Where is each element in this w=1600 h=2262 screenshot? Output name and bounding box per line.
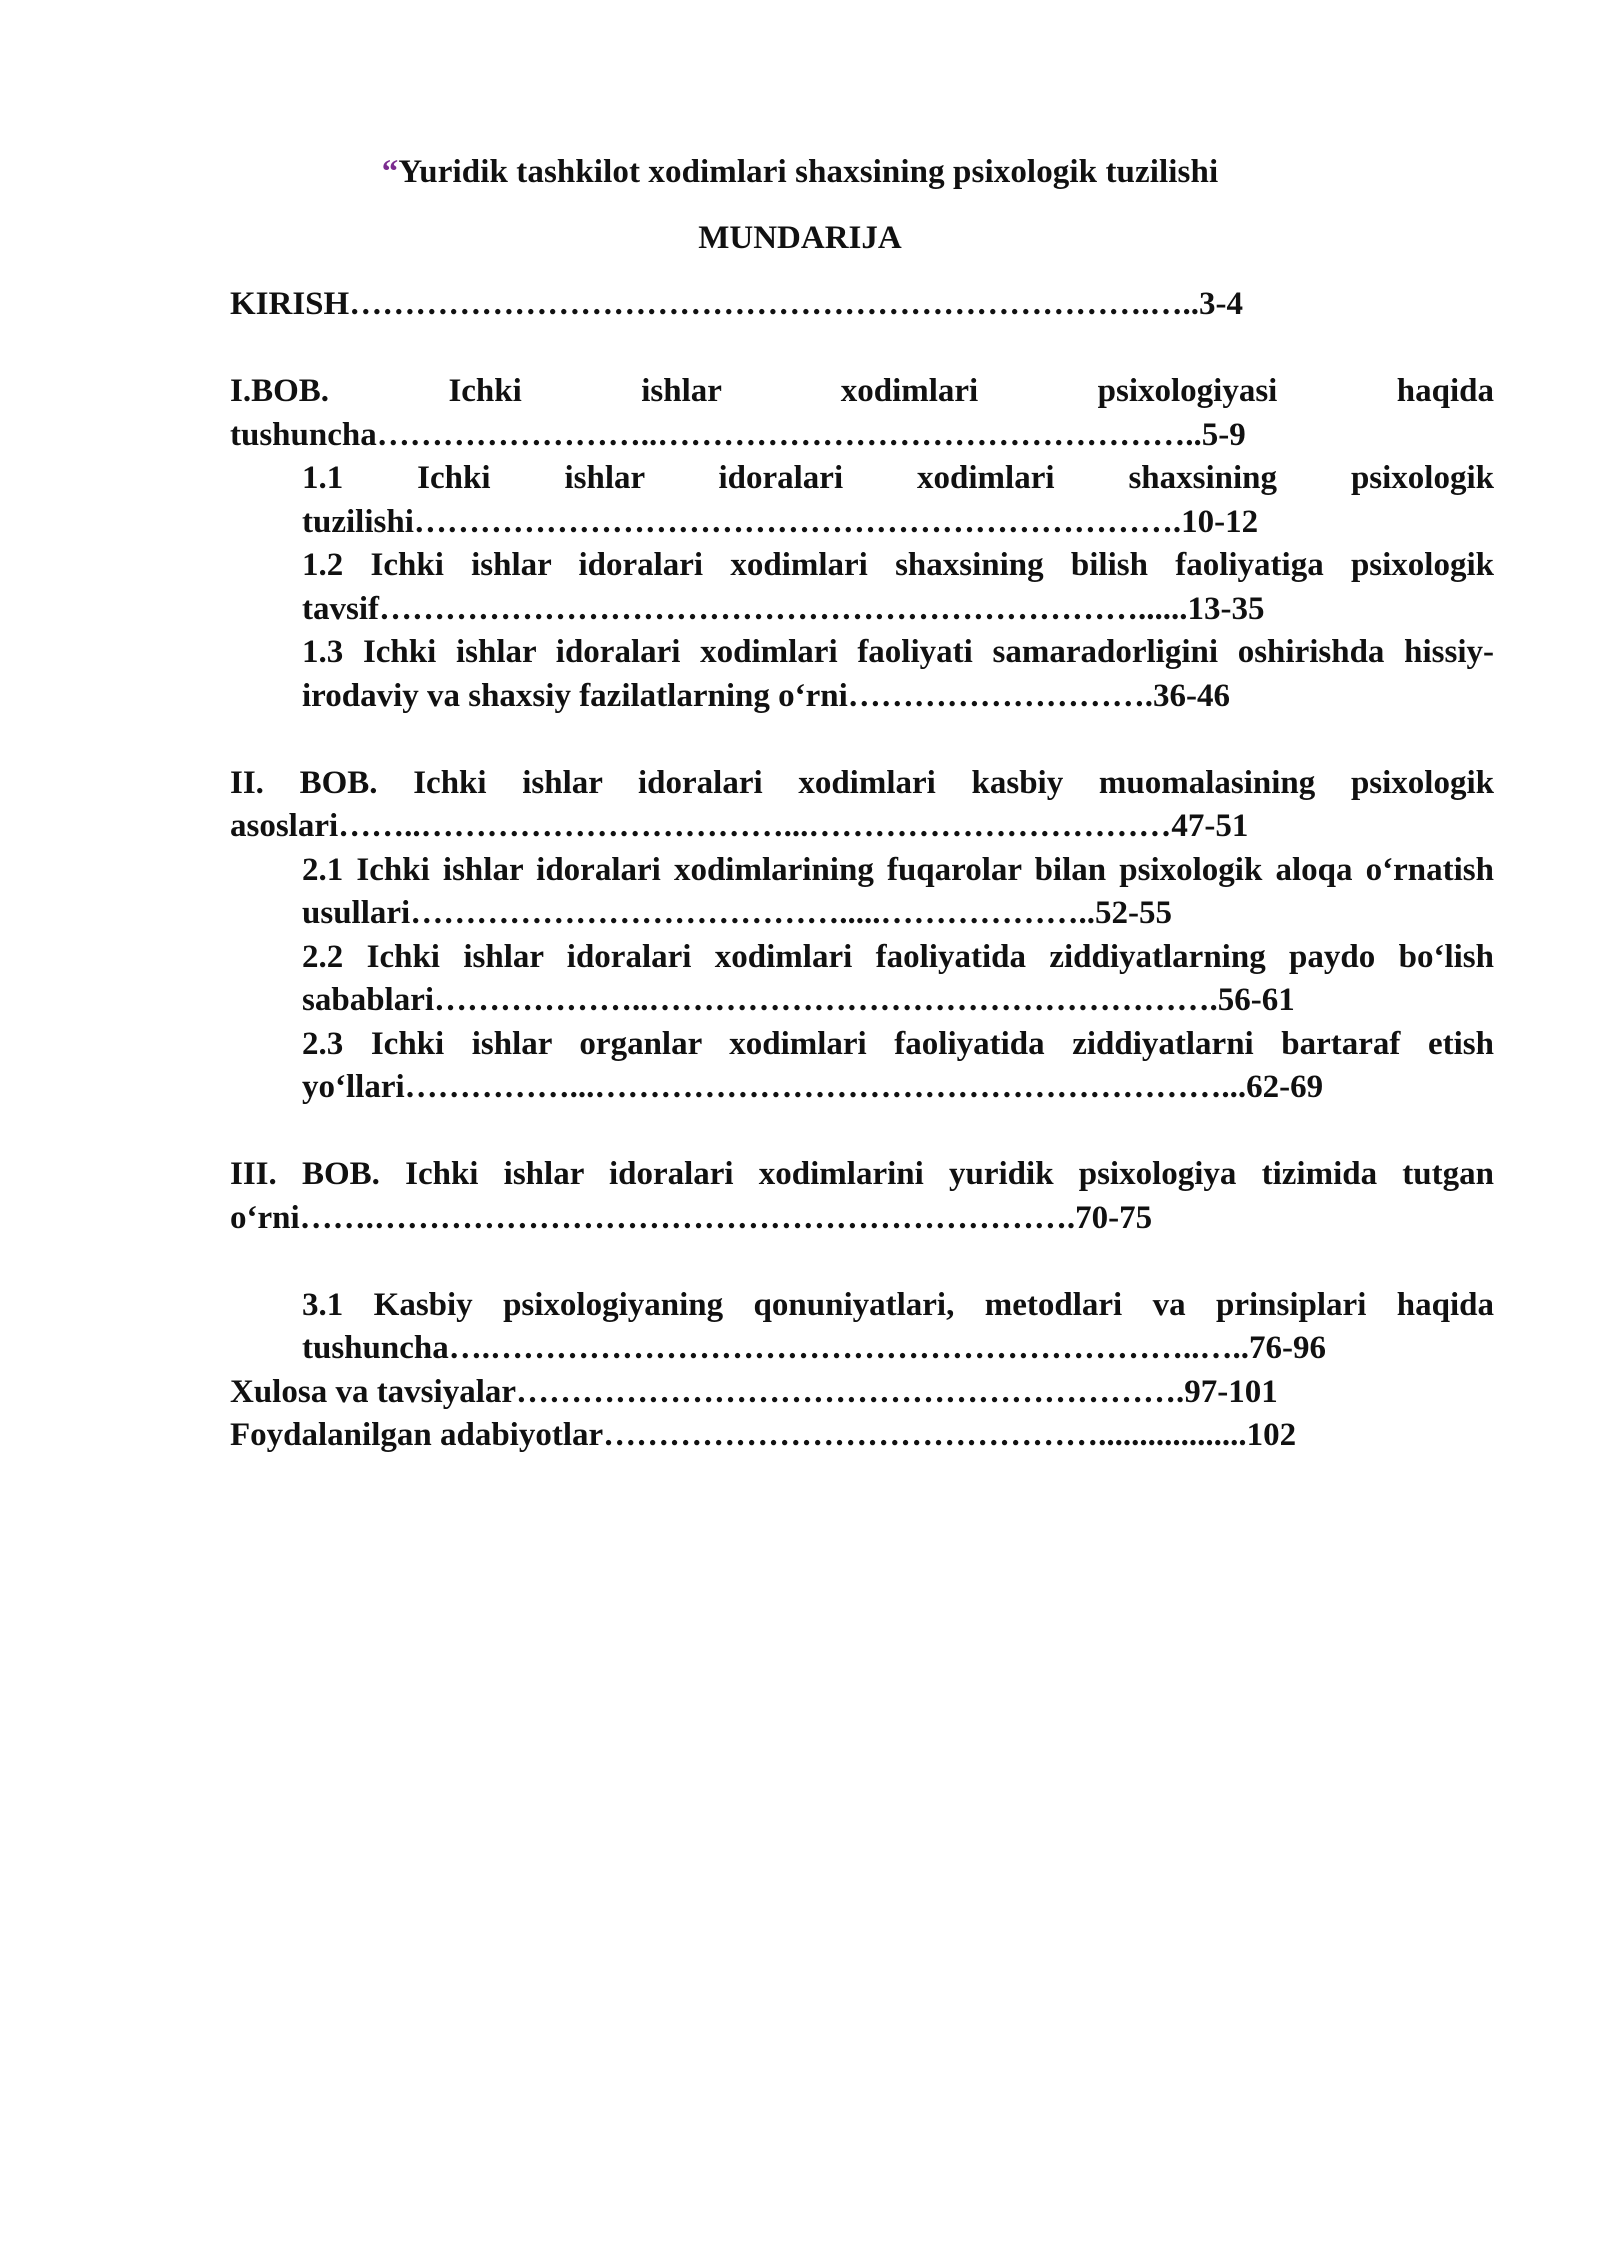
toc-spacer [230, 1240, 1494, 1284]
toc-spacer [230, 327, 1494, 371]
toc-entry-introduction: KIRISH……………………………………………………………….…..3-4 [230, 286, 1243, 322]
toc-entry-section-1-3: 1.3 Ichki ishlar idoralari xodimlari faoliyati samaradorligini oshirishda hissiy-irodaviy va shaxsiy fazilatlarning o‘rni……………………….36-46 [302, 634, 1494, 714]
toc-spacer [230, 718, 1494, 762]
opening-quote-mark: “ [381, 154, 399, 190]
toc-entry-section-1-2: 1.2 Ichki ishlar idoralari xodimlari shaxsining bilish faoliyatiga psixologik tavsif……………………………………………………………......13-35 [302, 547, 1494, 627]
toc-spacer [230, 1110, 1494, 1154]
toc-entry-chapter-2: II. BOB. Ichki ishlar idoralari xodimlari kasbiy muomalasining psixologik asoslari……..……………………………...……………………………47-51 [230, 764, 1494, 844]
toc-entry-chapter-3: III. BOB. Ichki ishlar idoralari xodimlarini yuridik psixologiya tizimida tutgan o‘rni…….……………………………………………………….70-75 [230, 1156, 1494, 1236]
toc-entry-conclusion: Xulosa va tavsiyalar…………………………………………………….97-101 [230, 1373, 1278, 1410]
toc-entry-section-2-2: 2.2 Ichki ishlar idoralari xodimlari faoliyatida ziddiyatlarning paydo bo‘lish sabablari………………..…………………………………………….56-61 [302, 938, 1494, 1018]
toc-heading: MUNDARIJA [698, 220, 902, 256]
toc-entry-section-2-1: 2.1 Ichki ishlar idoralari xodimlarining fuqarolar bilan psixologik aloqa o‘rnatish usullari………………………………….....………………..52-55 [302, 851, 1494, 931]
document-title-text: Yuridik tashkilot xodimlari shaxsining psixologik tuzilishi [398, 154, 1219, 190]
toc-entry-section-2-3: 2.3 Ichki ishlar organlar xodimlari faoliyatida ziddiyatlarni bartaraf etish yo‘llari……………...…………………………………………………...62-69 [302, 1025, 1494, 1105]
table-of-contents [230, 283, 1494, 1458]
toc-entry-section-3-1: 3.1 Kasbiy psixologiyaning qonuniyatlari, metodlari va prinsiplari haqida tushuncha….………………………………………………………..…..76-96 [302, 1286, 1494, 1366]
toc-entry-section-1-1: 1.1 Ichki ishlar idoralari xodimlari shaxsining psixologik tuzilishi…………………………………………………………….10-12 [302, 460, 1494, 540]
toc-entry-chapter-1: I.BOB. Ichki ishlar xodimlari psixologiyasi haqida tushuncha……………………..…………………………………………..5-9 [230, 373, 1494, 453]
toc-entry-references: Foydalanilgan adabiyotlar………………………………………..................102 [230, 1417, 1297, 1453]
document-title [0, 152, 1600, 192]
